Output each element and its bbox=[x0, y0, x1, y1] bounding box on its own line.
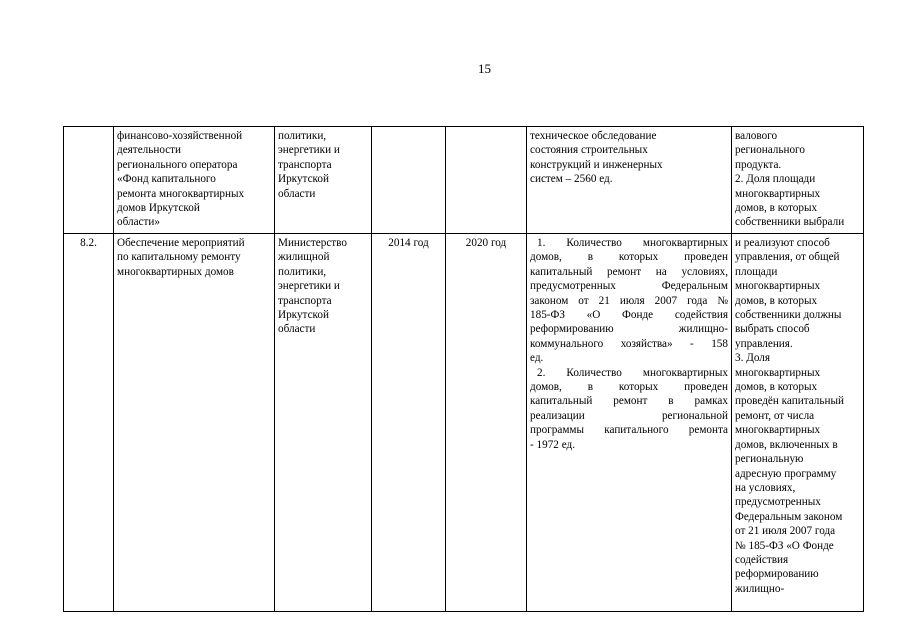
text-line: области» bbox=[117, 216, 160, 229]
text-line: домов, в которых проведен bbox=[530, 251, 728, 264]
text-line: собственники выбрали bbox=[735, 216, 845, 229]
text-line: адресную программу bbox=[735, 467, 837, 480]
text-line: техническое обследование bbox=[530, 130, 657, 142]
text-line: содействия bbox=[735, 553, 789, 566]
text-line: - 1972 ед. bbox=[530, 438, 576, 451]
text-line: ремонт, от числа bbox=[735, 409, 815, 422]
text-line: валового bbox=[735, 130, 778, 142]
text-line: Министерство bbox=[278, 237, 347, 249]
text-line: жилищной bbox=[278, 251, 330, 264]
program-table bbox=[63, 126, 864, 612]
text-line: многоквартирных bbox=[735, 280, 821, 293]
executor-cell bbox=[275, 234, 372, 612]
end-year: 2020 год bbox=[465, 237, 507, 249]
text-line: капитальный ремонт на условиях, bbox=[530, 265, 728, 278]
text-line: программы капитального ремонта bbox=[530, 424, 728, 437]
text-line: 2. Количество многоквартирных bbox=[537, 366, 728, 379]
result-cell bbox=[527, 234, 732, 612]
activity-cell bbox=[114, 234, 275, 612]
text-line: систем – 2560 ед. bbox=[530, 173, 613, 186]
text-line: политики, bbox=[278, 265, 327, 278]
text-line: региональную bbox=[735, 453, 804, 466]
end-year-cell bbox=[446, 234, 527, 612]
text-line: конструкций и инженерных bbox=[530, 158, 663, 171]
text-line: финансово-хозяйственной bbox=[117, 130, 243, 142]
text-line: продукта. bbox=[735, 158, 782, 171]
text-line: многоквартирных домов bbox=[117, 265, 234, 278]
text-line: реформированию bbox=[735, 568, 819, 581]
text-line: Федеральным законом bbox=[735, 510, 843, 523]
text-line: 2. Доля площади bbox=[735, 173, 816, 186]
text-line: реализации региональной bbox=[530, 409, 728, 422]
text-line: жилищно- bbox=[735, 582, 785, 595]
table-row bbox=[64, 127, 864, 234]
indicator-cell bbox=[732, 234, 864, 612]
end-year-cell bbox=[446, 127, 527, 234]
row-number: 8.2. bbox=[80, 237, 97, 249]
text-line: домов, в которых bbox=[735, 381, 818, 394]
executor-cell bbox=[275, 127, 372, 234]
result-cell bbox=[527, 127, 732, 234]
text-line: управления, от общей bbox=[735, 251, 840, 264]
text-line: Иркутской bbox=[278, 173, 329, 186]
text-line: площади bbox=[735, 265, 778, 278]
text-line: домов, включенных в bbox=[735, 438, 838, 451]
text-line: проведён капитальный bbox=[735, 395, 844, 408]
text-line: транспорта bbox=[278, 158, 332, 171]
text-line: управления. bbox=[735, 337, 793, 350]
start-year-cell bbox=[372, 127, 446, 234]
text-line: области bbox=[278, 187, 316, 200]
text-line: законом от 21 июля 2007 года № bbox=[530, 294, 728, 307]
text-line: капитальный ремонт в рамках bbox=[530, 395, 728, 408]
text-line: состояния строительных bbox=[530, 144, 648, 157]
text-line: предусмотренных Федеральным bbox=[530, 280, 728, 293]
text-line: 185-ФЗ «О Фонде содействия bbox=[530, 309, 728, 322]
text-line: многоквартирных bbox=[735, 424, 821, 437]
text-line: № 185-ФЗ «О Фонде bbox=[735, 539, 834, 552]
table-row bbox=[64, 234, 864, 612]
text-line: Обеспечение мероприятий bbox=[117, 237, 245, 249]
indicator-cell bbox=[732, 127, 864, 234]
text-line: ед. bbox=[530, 352, 544, 365]
page-number: 15 bbox=[478, 61, 491, 76]
text-line: ремонта многоквартирных bbox=[117, 187, 245, 200]
text-line: многоквартирных bbox=[735, 366, 821, 379]
text-line: области bbox=[278, 323, 316, 336]
text-line: реформированию жилищно- bbox=[530, 323, 728, 336]
text-line: 3. Доля bbox=[735, 352, 770, 365]
text-line: от 21 июля 2007 года bbox=[735, 525, 836, 538]
text-line: 1. Количество многоквартирных bbox=[537, 237, 728, 249]
activity-cell bbox=[114, 127, 275, 234]
text-line: предусмотренных bbox=[735, 496, 821, 509]
text-line: на условиях, bbox=[735, 481, 796, 494]
text-line: Иркутской bbox=[278, 309, 329, 322]
text-line: регионального bbox=[735, 144, 805, 157]
start-year: 2014 год bbox=[388, 237, 429, 249]
text-line: домов, в которых проведен bbox=[530, 381, 728, 394]
text-line: коммунального хозяйства» - 158 bbox=[530, 337, 728, 350]
text-line: домов, в которых bbox=[735, 294, 818, 307]
text-line: деятельности bbox=[117, 144, 182, 157]
number-cell bbox=[64, 127, 114, 234]
text-line: политики, bbox=[278, 130, 327, 142]
text-line: собственники должны bbox=[735, 309, 842, 322]
text-line: энергетики и bbox=[278, 144, 340, 157]
text-line: «Фонд капитального bbox=[117, 173, 216, 186]
start-year-cell bbox=[372, 234, 446, 612]
text-line: многоквартирных bbox=[735, 187, 821, 200]
text-line: домов, в которых bbox=[735, 202, 818, 215]
text-line: транспорта bbox=[278, 294, 332, 307]
text-line: выбрать способ bbox=[735, 323, 810, 336]
number-cell bbox=[64, 234, 114, 612]
text-line: регионального оператора bbox=[117, 158, 238, 171]
text-line: энергетики и bbox=[278, 280, 340, 293]
text-line: домов Иркутской bbox=[117, 202, 200, 215]
text-line: и реализуют способ bbox=[735, 237, 830, 249]
text-line: по капитальному ремонту bbox=[117, 251, 241, 264]
